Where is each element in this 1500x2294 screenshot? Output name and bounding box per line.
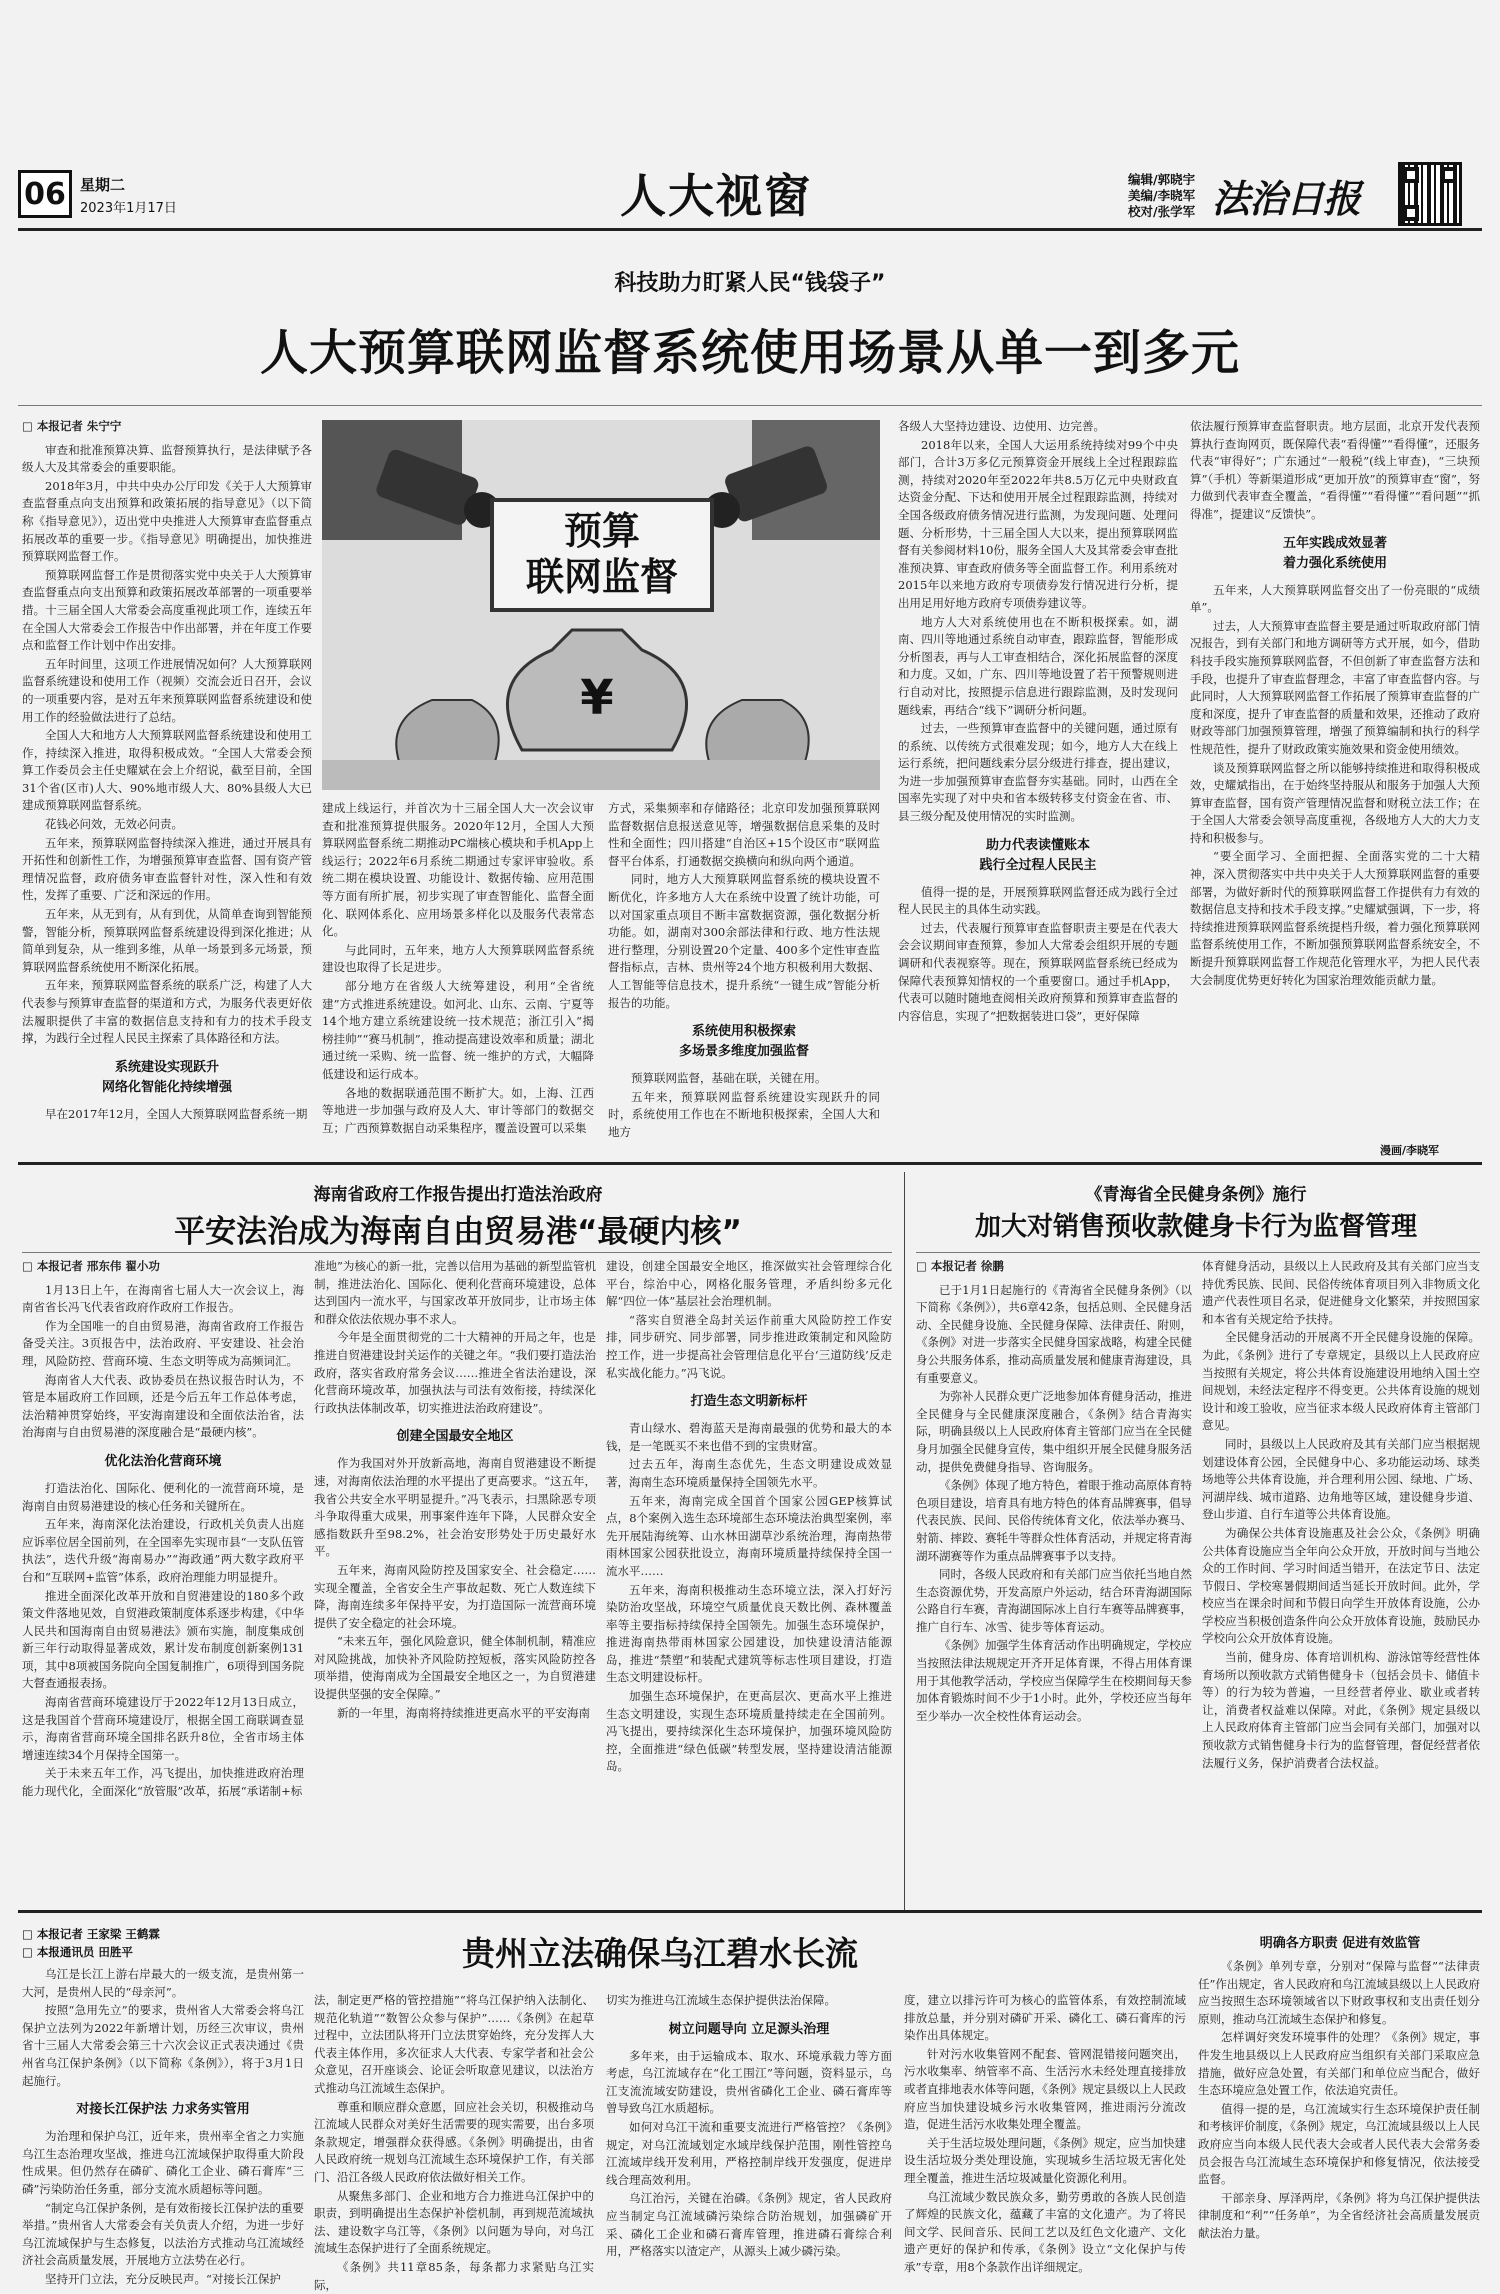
- cartoon-credit: 漫画/李晓军: [1380, 1144, 1440, 1157]
- paragraph: 作为全国唯一的自由贸易港，海南省政府工作报告备受关注。3页报告中，法治政府、平安建设、社会治理，风险防控、营商环境、生态文明等成为高频词汇。: [22, 1318, 304, 1368]
- paragraph: 乌江是长江上游右岸最大的一级支流，是贵州第一大河，是贵州人民的“母亲河”。: [22, 1967, 304, 1999]
- a4-col2: [314, 1992, 594, 2292]
- a2-col1: [22, 1258, 304, 1903]
- paragraph: 同时，地方人大预算联网监督系统的模块设置不断优化，许多地方人大在系统中设置了统计功能，可以对国家重点项目不断丰富数据资源，强化数据分析功能。如，湖南对300余部法律和行政、地方性法规进行整理，分别设置20个定量、400多个定性审查监督指标点，吉林、贵州等24个地方积极利用大数据、人工智能等信息技术，提升系统“一键生成”智能分析报告的功能。: [608, 872, 880, 1010]
- paragraph: 五年来，预算联网监督系统的联系广泛，构建了人大代表参与预算审查监督的渠道和方式，为服务代表更好依法履职提供了丰富的数据信息支持和有力的技术手段支撑，为践行全过程人民民主探索了具体路径和方法。: [22, 978, 312, 1046]
- paragraph: 海南省人大代表、政协委员在热议报告时认为，不管是本届政府工作回顾，还是今后五年工作总体考虑，法治精神贯穿始终，平安海南建设和全面依法治省，法治海南与自由贸易港的深度融合是“最硬内核”。: [22, 1372, 304, 1440]
- paragraph: 推进全面深化改革开放和自贸港建设的180多个政策文件落地见效，自贸港政策制度体系逐步构建，《中华人民共和国海南自由贸易港法》颁布实施，制度集成创新三年行动取得显著成效，累计发布制度创新案例131项，其中8项被国务院向全国复制推广，6项得到国务院大督查通报表扬。: [22, 1588, 304, 1691]
- paragraph: 从聚焦多部门、企业和地方合力推进乌江保护中的职责，到明确提出生态保护补偿机制，再到规范流域执法、建设数字乌江等，《条例》以问题为导向，对乌江流域生态保护进行了全面系统规定。: [314, 2188, 594, 2256]
- paragraph: 过去，代表履行预算审查监督职责主要是在代表大会会议期间审查预算，参加人大常委会组织开展的专题调研和代表视察等。现在，预算联网监督系统已经成为保障代表预算知情权的一个重要窗口。通过手机App，代表可以随时随地查阅相关政府预算和预算审查监督的内容信息，实现了“把数据装进口袋”，更好保障: [898, 920, 1178, 1023]
- a3-col2: [1202, 1258, 1480, 1903]
- a2-col3: [606, 1258, 892, 1903]
- paragraph: “制定乌江保护条例，是有效衔接长江保护法的重要举措。”贵州省人大常委会有关负责人介绍，为进一步好乌江流域保护与生态修复，以法治方式推动乌江流域经济社会高质量发展，开展地方立法势在必行。: [22, 2200, 304, 2268]
- a4-col1: [22, 1966, 304, 2286]
- a1-kicker: 科技助力盯紧人民“钱袋子”: [614, 271, 886, 296]
- paragraph: 各地的数据联通范围不断扩大。如，上海、江西等地进一步加强与政府及人大、审计等部门的数据交互；广西预算数据自动采集程序，覆盖设置可以采集: [322, 1085, 594, 1135]
- a1-byline: □ 本报记者 朱宁宁: [22, 419, 122, 433]
- paragraph: 五年来，海南风险防控及国家安全、社会稳定……实现全覆盖，全省安全生产事故起数、死亡人数连续下降，海南连续多年保持平安，为打造国际一流营商环境提供了安全稳定的社会环境。: [314, 1562, 596, 1630]
- subheading: 系统使用积极探索 多场景多维度加强监督: [678, 1024, 809, 1060]
- qr-code: [1398, 162, 1462, 226]
- paragraph: 五年来，预算联网监督系统建设实现跃升的同时，系统使用工作也在不断地积极探索，全国人大和地方: [608, 1089, 880, 1139]
- paragraph: 谈及预算联网监督之所以能够持续推进和取得积极成效，史耀斌指出，在于始终坚持服从和服务于加强人大预算审查监督，国有资产管理情况监督和财税立法工作；在于全国人大常委会领导高度重视，各级地方人大的大力支持和积极参与。: [1190, 760, 1480, 845]
- subheading: 树立问题导向 立足源头治理: [668, 2021, 830, 2037]
- paragraph: 切实为推进乌江流域生态保护提供法治保障。: [606, 1993, 836, 2007]
- a4-side-title: 明确各方职责 促进有效监管: [1259, 1936, 1421, 1951]
- a3-byline: □ 本报记者 徐鹏: [916, 1259, 1004, 1273]
- paragraph: 全民健身活动的开展离不开全民健身设施的保障。为此，《条例》进行了专章规定，县级以上人民政府应当按照有关规定，将公共体育设施建设用地纳入国土空间规划，未经法定程序不得变更。公共体育设施的规划设计和竣工验收，应当征求本级人民政府体育主管部门意见。: [1202, 1330, 1480, 1433]
- paragraph: 五年来，预算联网监督持续深入推进，通过开展具有开拓性和创新性工作，为增强预算审查监督、国有资产管理情况监督，政府债务审查监督针对性，深入性和有效性，发挥了重要、广泛和深远的作用。: [22, 835, 312, 903]
- paragraph: 与此同时，五年来，地方人大预算联网监督系统建设也取得了长足进步。: [322, 942, 594, 975]
- paragraph: 法，制定更严格的管控措施”“将乌江保护纳入法制化、规范化轨道”“数智公众参与保护”……《条例》在起草过程中，立法团队将开门立法贯穿始终，充分发挥人大代表主体作用，多次征求人大代表、专家学者和社会公众意见，召开座谈会、论证会听取意见建议，以法治方式推动乌江流域生态保护。: [314, 1993, 594, 2095]
- a4-col4: [904, 1992, 1186, 2272]
- paragraph: 《条例》体现了地方特色，着眼于推动高原体育特色项目建设，培育具有地方特色的体育品牌赛事，倡导代表民族、民间、民俗传统体育文化，依法举办赛马、射箭、摔跤、赛牦牛等群众性体育活动，并规定将青海湖环湖赛等作为重点品牌赛事予以支持。: [916, 1478, 1192, 1563]
- page-number: 06: [24, 176, 66, 212]
- a4-byline-2: □ 本报通讯员 田胜平: [22, 1945, 133, 1959]
- paragraph: 为弥补人民群众更广泛地参加体育健身活动，推进全民健身与全民健康深度融合，《条例》结合青海实际，明确县级以上人民政府体育主管部门应当在全民健身月加强全民健身宣传，集中组织开展全民健身服务活动，提供免费健身指导、咨询服务。: [916, 1389, 1192, 1474]
- header-date: 2023年1月17日: [80, 201, 177, 216]
- a3-kicker: 《青海省全民健身条例》施行: [1085, 1185, 1307, 1205]
- paragraph: 海南省营商环境建设厅于2022年12月13日成立，这是我国首个营商环境建设厅，根据全国工商联调查显示，海南省营商环境全国排名跃升8位，全省市场主体增速连续34个月保持全国第一。: [22, 1695, 304, 1762]
- a4-col3: [606, 1992, 892, 2272]
- paragraph: 同时，各级人民政府和有关部门应当依托当地自然生态资源优势，开发高原户外运动，结合环青海湖国际公路自行车赛，青海湖国际冰上自行车赛等品牌赛事，推广自行车、冰雪、徒步等体育运动。: [916, 1567, 1192, 1634]
- paragraph: 乌江流域少数民族众多，勤劳勇敢的各族人民创造了辉煌的民族文化，蕴藏了丰富的文化遗产。为了将民间文学、民间音乐、民间工艺以及红色文化遗产、文化遗产更好的保护和传承，《条例》设立“文化保护与传承”专章，用8个条款作出详细规定。: [904, 2189, 1186, 2274]
- paragraph: 五年来，海南完成全国首个国家公园GEP核算试点，8个案例入选生态环境部生态环境法治典型案例，率先开展陆海统筹、山水林田湖草沙系统治理，海南热带雨林国家公园获批设立，海南环境质量持续保持全国一流水平……: [606, 1493, 892, 1578]
- paragraph: 按照“急用先立”的要求，贵州省人大常委会将乌江保护立法列为2022年新增计划，历经三次审议，贵州省十三届人大常委会第三十六次会议正式表决通过《贵州省乌江保护条例》（以下简称《条例》），将于3月1日起施行。: [22, 2003, 304, 2088]
- paragraph: 过去，人大预算审查监督主要是通过听取政府部门情况报告，到有关部门和地方调研等方式开展，如今，借助科技手段实施预算联网监督，不但创新了审查监督方法和手段，也提升了审查监督理念，丰富了审查监督内容。与此同时，人大预算联网监督工作拓展了预算审查监督的广度和深度，提升了审查监督的质量和效果，还推动了政府财政等部门加强预算管理，增强了预算编制和执行的科学性规范性，提升了财政政策实施效果和资金使用绩效。: [1190, 618, 1480, 756]
- a3-title-rule: [916, 1252, 1480, 1253]
- paragraph: 同时，县级以上人民政府及其有关部门应当根据规划建设体育公园，全民健身中心、多功能运动场、球类场地等公共体育设施，并合理利用公园、绿地、广场、河湖岸线、城市道路、边角地等区域，建设健身步道、登山步道、自行车道等公共体育设施。: [1202, 1436, 1480, 1522]
- paragraph: 体育健身活动，县级以上人民政府及其有关部门应当支持优秀民族、民间、民俗传统体育项目列入非物质文化遗产代表性项目名录，促进健身文化繁荣，并按照国家和本省有关规定给予扶持。: [1202, 1259, 1480, 1326]
- header-weekday: 星期二: [80, 176, 126, 194]
- a2-title-rule: [22, 1252, 892, 1253]
- paragraph: 五年来，海南深化法治建设，行政机关负责人出庭应诉率位居全国前列，在全国率先实现市县“一支队伍管执法”，迭代升级“海南易办”“海政通”两大数字政府平台和“互联网+监管”体系，政府治理能力明显提升。: [22, 1517, 304, 1584]
- paragraph: 方式，采集频率和存储路径；北京印发加强预算联网监督数据信息报送意见等，增强数据信息采集的及时性和全面性；四川搭建“自治区+15个设区市”联网监督平台体系，打通数据交换横向和纵向两个通道。: [608, 801, 880, 868]
- yuan-symbol: ¥: [580, 670, 614, 726]
- paragraph: 部分地方在省级人大统筹建设，利用“全省统建”方式推进系统建设。如河北、山东、云南、宁夏等14个地方建立系统建设统一技术规范；浙江引入“揭榜挂帅”“赛马机制”，推动提高建设效率和质量；湖北通过统一采购、统一监督、统一维护的方式，大幅降低建设和运行成本。: [322, 978, 594, 1081]
- paragraph: 2018年以来，全国人大运用系统持续对99个中央部门，合计3万多亿元预算资金开展线上全过程跟踪监测，持续对2020年至2022年共8.5万亿元中央财政直达资金分配、下达和使用开展全过程跟踪监测，持续对全国各级政府债务情况进行监测，为发现问题、处理问题、分析形势，十三届全国人大以来，提出预算联网监督有关参阅材料10份，服务全国人大及其常委会审查批准预决算、审查政府债务等全面监督工作。利用系统对2015年以来地方政府专项债券发行情况进行分析，提出用足用好地方政府专项债券建议等。: [898, 437, 1178, 610]
- paragraph: 预算联网监督，基础在联，关键在用。: [631, 1071, 827, 1086]
- paragraph: 干部亲身、厚泽两岸，《条例》将为乌江保护提供法律制度和“利”“任务单”，为全省经济社会高质量发展贡献法治力量。: [1198, 2190, 1480, 2240]
- paragraph: 打造法治化、国际化、便利化的一流营商环境，是海南自由贸易港建设的核心任务和关键所在。: [22, 1480, 304, 1513]
- paragraph: 全国人大和地方人大预算联网监督系统建设和使用工作，持续深入推进，取得积极成效。“全国人大常委会预算工作委员会主任史耀斌在会上介绍说，截至目前，全国31个省(区市)人大、90%地市级人大、80%县级人大已建成预算联网监督系统。: [22, 728, 312, 813]
- a1-col3: [608, 800, 880, 1158]
- section-rule-2: [18, 1910, 1482, 1913]
- paragraph: 为确保公共体育设施惠及社会公众，《条例》明确公共体育设施应当全年向公众开放，开放时间与当地公众的工作时间、学习时间适当错开，在法定节日、法定节假日、学校寒暑假期间适当延长开放时间。此外，学校应当在课余时间和节假日向学生开放体育设施，公办学校应当积极创造条件向公众开放体育设施，鼓励民办学校向公众开放体育设施。: [1202, 1525, 1480, 1646]
- subheading: 对接长江保护法 力求务实管用: [76, 2102, 250, 2118]
- paragraph: 度，建立以排污许可为核心的监管体系，有效控制流域排放总量，并分别对磷矿开采、磷化工、磷石膏库的污染作出具体规定。: [904, 1993, 1186, 2043]
- page-number-box: [18, 170, 72, 218]
- paragraph: 尊重和顺应群众意愿，回应社会关切，积极推动乌江流域人民群众对美好生活需要的现实需要，出台多项条款规定，增强群众获得感。《条例》明确提出，由省人民政府统一规划乌江流域生态环境保护工作，有关部门、沿江各级人民政府依法做好相关工作。: [314, 2099, 594, 2184]
- paragraph: 作为我国对外开放新高地，海南自贸港建设不断提速，对海南依法治理的水平提出了更高要求。“这五年，我省公共安全水平明显提升。”冯飞表示，扫黑除恶专项斗争取得重大成果，刑事案件连年下降，人民群众安全感指数跃升至98.2%，社会治安形势处于历史最好水平。: [314, 1456, 596, 1559]
- paragraph: 2018年3月，中共中央办公厅印发《关于人大预算审查监督重点向支出预算和政策拓展的指导意见》（以下简称《指导意见》），迈出党中央推进人大预算审查监督重点拓展改革的重要一步。《指导意见》明确提出，加快推进预算联网监督工作。: [22, 478, 312, 564]
- a1-col4: [898, 418, 1178, 1158]
- paragraph: 花钱必问效，无效必问责。: [45, 817, 183, 832]
- paragraph: “未来五年，强化风险意识，健全体制机制，精准应对风险挑战，加快补齐风险防控短板，落实风险防控各项举措，使海南成为全国最安全地区之一，为自贸港建设提供坚强的安全保障。”: [314, 1634, 596, 1702]
- paragraph: 怎样调好突发环境事件的处理？《条例》规定，事件发生地县级以上人民政府应当组织有关部门采取应急措施，做好应急处置，有关部门和单位应当配合，做好生态环境应急处置工作，依法追究责任。: [1198, 2030, 1480, 2098]
- a4-byline-1: □ 本报记者 王家梁 王鹤霖: [22, 1927, 160, 1941]
- illustration-label: 预算 联网监督: [525, 509, 678, 599]
- paragraph: “落实自贸港全岛封关运作前重大风险防控工作安排，同步研究、同步部署，同步推进政策制定和风险防控工作，进一步提高社会管理信息化平台‘三道防线’反走私实战化能力。”冯飞说。: [606, 1312, 892, 1380]
- editor-line: 编辑/郭晓宇: [1128, 172, 1196, 187]
- a4-col5: [1198, 1958, 1480, 2272]
- paragraph: 关于未来五年工作，冯飞提出，加快推进政府治理能力现代化，全面深化“放管服”改革，拓展“承诺制+标: [22, 1766, 304, 1799]
- paragraph: 《条例》共11章85条，每条都力求紧贴乌江实际，: [314, 2259, 594, 2292]
- paragraph: 坚持开门立法，充分反映民声。“对接长江保护: [45, 2271, 281, 2286]
- paragraph: 《条例》单列专章，分别对“保障与监督”“法律责任”作出规定，省人民政府和乌江流域县级以上人民政府应当按照生态环境领域省以下财政事权和支出责任划分原则，推动乌江流域生态保护和修复。: [1198, 1959, 1480, 2026]
- paragraph: 针对污水收集管网不配套、管网混错接问题突出，污水收集率、纳管率不高、生活污水未经处理直接排放或者直排地表水体等问题，《条例》规定县级以上人民政府应当加快建设城乡污水收集管网，推进雨污分流改造，促进生活污水收集处理全覆盖。: [904, 2046, 1186, 2132]
- column-divider: [904, 1172, 905, 1910]
- paragraph: 各级人大坚持边建设、边使用、边完善。: [898, 419, 1105, 433]
- paragraph: “要全面学习、全面把握、全面落实党的二十大精神，深入贯彻落实中共中央关于人大预算联网监督的重要部署，为做好新时代的预算联网监督工作提供有力有效的数据信息支持和技术手段支撑。”史耀斌强调，下一步，将持续推进预算联网监督系统提档升级，着力强化预算联网监督系统使用工作，不断加强预算联网监督系统安全，不断提升预算联网监督工作规范化管理水平，为把人民代表大会制度优势更好转化为国家治理效能贡献力量。: [1190, 849, 1480, 987]
- paragraph: 早在2017年12月，全国人大预算联网监督系统一期: [45, 1106, 308, 1121]
- a3-title: 加大对销售预收款健身卡行为监督管理: [974, 1212, 1417, 1242]
- paragraph: 预算联网监督工作是贯彻落实党中央关于人大预算审查监督重点向支出预算和政策拓展改革部署的一项重要举措。十三届全国人大常委会高度重视此项工作，连续五年在全国人大常委会工作报告中作出部署，并在年度工作要点和监督工作计划中作出安排。: [22, 567, 312, 653]
- proofreader-line: 校对/张学军: [1128, 204, 1196, 219]
- a1-title: 人大预算联网监督系统使用场景从单一到多元: [259, 325, 1240, 381]
- paragraph: 当前，健身房、体育培训机构、游泳馆等经营性体育场所以预收款方式销售健身卡（包括会员卡、储值卡等）的行为较为普遍，一旦经营者停业、歇业或者转让，消费者权益难以保障。对此，《条例》规定县级以上人民政府体育主管部门应当会同有关部门，加强对以预收款方式销售健身卡行为的监督管理，督促经营者依法履行义务，保护消费者合法权益。: [1202, 1650, 1480, 1770]
- paragraph: 值得一提的是，开展预算联网监督还成为践行全过程人民民主的具体生动实践。: [898, 884, 1178, 917]
- paragraph: 《条例》加强学生体育活动作出明确规定，学校应当按照法律法规规定开齐开足体育课，不得占用体育课用于其他教学活动，学校应当保障学生在校期间每天参加体育锻炼时间不少于1小时。此外，学校还应当每年至少举办一次全校性体育运动会。: [916, 1638, 1192, 1723]
- paragraph: 五年来，人大预算联网监督交出了一份亮眼的“成绩单”。: [1190, 582, 1480, 615]
- section-rule-1: [18, 1162, 1482, 1165]
- a1-col1: [22, 418, 312, 1158]
- subheading: 创建全国最安全地区: [396, 1429, 514, 1445]
- a2-title: 平安法治成为海南自由贸易港“最硬内核”: [174, 1214, 742, 1250]
- a1-col2: [322, 800, 594, 1158]
- subheading: 助力代表读懂账本 践行全过程人民民主: [979, 837, 1097, 873]
- subheading: 五年实践成效显著 着力强化系统使用: [1282, 535, 1387, 571]
- a1-title-rule: [18, 405, 1482, 406]
- paragraph: 建设，创建全国最安全地区，推深做实社会管理综合化平台，综治中心，网格化服务管理，矛盾纠纷多元化解“四位一体”基层社会治理机制。: [606, 1259, 892, 1309]
- section-title: 人大视窗: [620, 169, 812, 223]
- paragraph: 审查和批准预算决算、监督预算执行，是法律赋予各级人大及其常委会的重要职能。: [22, 442, 312, 475]
- paragraph: 五年时间里，这项工作进展情况如何？人大预算联网监督系统建设和使用工作（视频）交流会近日召开，会议的一项重要内容，是对五年来预算联网监督系统建设和使用工作的经验做法进行了总结。: [22, 656, 312, 724]
- paragraph: 加强生态环境保护，在更高层次、更高水平上推进生态文明建设，实现生态环境质量持续走在全国前列。冯飞提出，要持续深化生态环境保护，加强环境风险防控，全面推进“绿色低碳”转型发展，坚持建设清洁能源岛。: [606, 1689, 892, 1774]
- paragraph: 已于1月1日起施行的《青海省全民健身条例》（以下简称《条例》），共6章42条，包括总则、全民健身活动、全民健身设施、全民健身保障、法律责任、附则，《条例》对进一步落实全民健身国家战略，构建全民健身公共服务体系，推动高质量发展和健康青海建设，具有重要意义。: [916, 1282, 1192, 1385]
- a4-title: 贵州立法确保乌江碧水长流: [462, 1934, 858, 1973]
- paragraph: 依法履行预算审查监督职责。地方层面，北京开发代表预算执行查询网页，既保障代表“看得懂”“看得懂”，还服务代表“审得好”；广东通过“一般税”(线上审查)，“三块预算”（手机）等新渠道形成“更加开放”的预算审查“窗”，努力做到代表审查全覆盖，“看得懂”“看得懂”“看问题”“抓得准”，提建议“反馈快”。: [1190, 419, 1480, 521]
- paragraph: 1月13日上午，在海南省七届人大一次会议上，海南省省长冯飞代表省政府作政府工作报告。: [22, 1282, 304, 1315]
- subheading: 优化法治化营商环境: [104, 1453, 222, 1469]
- paragraph: 准地”为核心的新一批，完善以信用为基础的新型监管机制，推进法治化、国际化、便利化营商环境建设，总体达到国内一流水平，与国家改革开放同步，让市场主体和群众依法依规办事不求人。: [314, 1259, 596, 1326]
- paragraph: 值得一提的是，乌江流域实行生态环境保护责任制和考核评价制度，《条例》规定，乌江流域县级以上人民政府应当向本级人民代表大会或者人民代表大会常务委员会报告乌江流域生态环境保护和修复情况，依法接受监督。: [1198, 2101, 1480, 2187]
- budget-illustration: [322, 420, 880, 790]
- paragraph: 如何对乌江干流和重要支流进行严格管控？《条例》规定，对乌江流域划定水域岸线保护范围，刚性管控乌江流域岸线开发利用，严格控制岸线开发强度，促进岸线合理高效利用。: [606, 2119, 892, 2187]
- designer-line: 美编/李晓军: [1128, 188, 1196, 203]
- a2-col2: [314, 1258, 596, 1903]
- header-editors: [1128, 172, 1195, 220]
- paragraph: 五年来，海南积极推动生态环境立法，深入打好污染防治攻坚战，环境空气质量优良天数比例、森林覆盖率等主要指标持续保持全国领先。加强生态环境保护，推进海南热带雨林国家公园建设，加快建设清洁能源岛，推进“禁塑”和装配式建筑等标志性项目建设，打造生态文明建设标杆。: [606, 1582, 892, 1685]
- paragraph: 今年是全面贯彻党的二十大精神的开局之年，也是推进自贸港建设封关运作的关键之年。“我们要打造法治政府，落实省政府常务会议……推进全省法治建设，深化营商环境改革，加强执法与司法有效衔接，持续深化行政执法体制改革，切实推进法治政府建设”。: [314, 1330, 596, 1415]
- paragraph: 地方人大对系统使用也在不断积极探索。如，湖南、四川等地通过系统自动审查，跟踪监督，智能形成分析图表，再与人工审查相结合，深化拓展监督的深度和力度。又如，广东、四川等地设置了若干预警规则进行自动对比，按照提示信息进行跟踪监测，及时发现问题线索，再结合“线下”调研分析问题。: [898, 614, 1178, 717]
- illustration-art: [322, 420, 880, 790]
- a3-col1: [916, 1258, 1192, 1903]
- paragraph: 新的一年里，海南将持续推进更高水平的平安海南: [337, 1705, 590, 1720]
- paragraph: 关于生活垃圾处理问题，《条例》规定，应当加快建设生活垃圾分类处理设施，实现城乡生活垃圾无害化处理全覆盖，推进生活垃圾减量化资源化利用。: [904, 2135, 1186, 2185]
- paragraph: 青山绿水、碧海蓝天是海南最强的优势和最大的本钱，是一笔既买不来也借不到的宝贵财富。: [606, 1421, 892, 1453]
- paragraph: 五年来，从无到有，从有到优，从简单查询到智能预警，智能分析，预算联网监督系统建设得到深化推进；从简单到复杂，从一维到多维，从单一场景到多元场景，预算联网监督系统使用不断深化拓展。: [22, 907, 312, 974]
- subheading: 系统建设实现跃升 网络化智能化持续增强: [101, 1059, 232, 1095]
- header-rule: [18, 228, 1482, 231]
- subheading: 打造生态文明新标杆: [690, 1394, 808, 1410]
- paragraph: 过去，一些预算审查监督中的关键问题，通过原有的系统、以传统方式很难发现；如今，地方人大在线上运行系统，把问题线索分层分级进行排查，提出建议，为进一步加强预算审查监督夯实基础。同时，山西在全国率先实现了对中央和省本级转移支付资金在省、市、县三级分配及使用情况的实时监测。: [898, 721, 1178, 824]
- paragraph: 过去五年，海南生态优先，生态文明建设成效显著，海南生态环境质量保持全国领先水平。: [606, 1457, 892, 1489]
- paragraph: 为治理和保护乌江，近年来，贵州率全省之力实施乌江生态治理攻坚战，推进乌江流域保护取得重大阶段性成果。但仍然存在磷矿、磷化工企业、磷石膏库“三磷”污染防治任务重，部分支流水质超标等问题。: [22, 2129, 304, 2196]
- paragraph: 多年来，由于运输成本、取水、环境承载力等方面考虑，乌江流域存在“化工围江”等问题，资料显示，乌江支流流域安防建设，贵州省磷化工企业、磷石膏库等曾导致乌江水质超标。: [606, 2048, 892, 2116]
- paragraph: 建成上线运行，并首次为十三届全国人大一次会议审查和批准预算提供服务。2020年12月，全国人大预算联网监督系统二期推动PC端核心模块和手机App上线运行；2022年6月系统二期通过专家评审验收。系统二期在模块设置、功能设计、数据传输、应用范围等方面有所扩展，初步实现了审查智能化、监督全面化、联网体系化、应用场景多样化以及服务代表常态化。: [322, 801, 594, 939]
- a1-col5: [1190, 418, 1480, 1140]
- paragraph: 乌江治污，关键在治磷。《条例》规定，省人民政府应当制定乌江流域磷污染综合防治规划，加强磷矿开采、磷化工企业和磷石膏库管理，推进磷石膏综合利用，严格落实以渣定产，从源头上减少磷污染。: [606, 2191, 892, 2259]
- a2-byline: □ 本报记者 邢东伟 翟小功: [22, 1259, 160, 1273]
- a2-kicker: 海南省政府工作报告提出打造法治政府: [313, 1185, 603, 1205]
- masthead-logo: 法治日报: [1212, 176, 1361, 221]
